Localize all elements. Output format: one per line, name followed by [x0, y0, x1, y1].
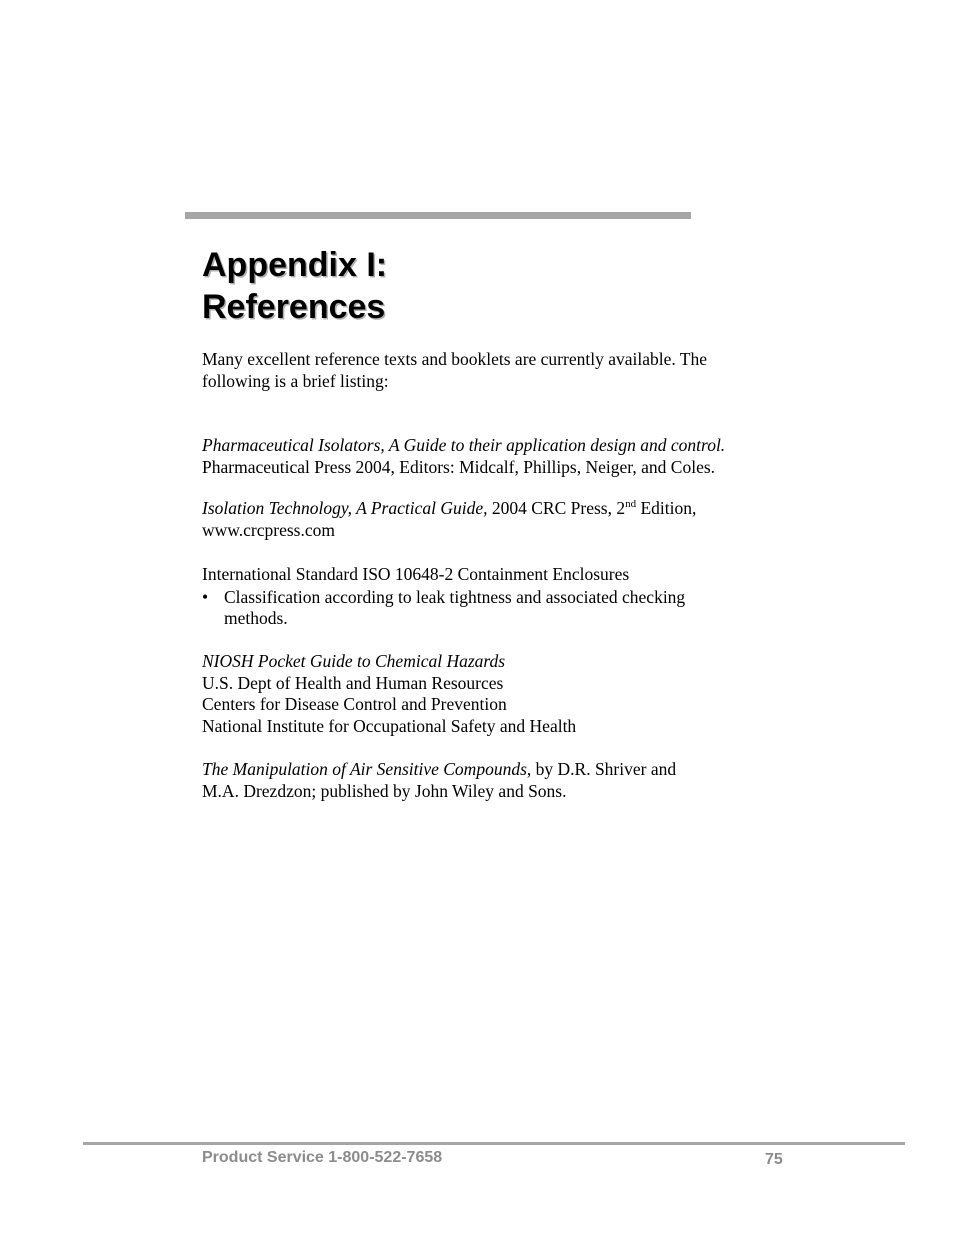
top-divider-rule [185, 212, 691, 219]
page-title [202, 244, 387, 328]
reference-4-line3: National Institute for Occupational Safety and Health [202, 715, 577, 736]
reference-5-line2: M.A. Drezdzon; published by John Wiley and Sons. [202, 780, 567, 801]
reference-entry-3 [202, 564, 782, 630]
reference-3-bullet-line2: methods. [224, 608, 288, 628]
list-item [202, 587, 724, 630]
reference-2-edition-suffix: nd [625, 498, 637, 510]
reference-2-url: www.crcpress.com [202, 519, 335, 540]
bullet-icon: • [202, 586, 209, 607]
footer-divider-rule [83, 1142, 905, 1145]
footer-product-service: Product Service 1-800-522-7658 [202, 1149, 443, 1166]
reference-5-authors: , by D.R. Shriver and [526, 759, 677, 779]
reference-4-line2: Centers for Disease Control and Prevention [202, 694, 507, 714]
intro-line2: following is a brief listing: [202, 370, 389, 391]
page-number: 75 [765, 1151, 783, 1168]
reference-entry-4 [202, 651, 782, 737]
reference-3-bullet-list [202, 587, 782, 630]
reference-entry-2 [202, 498, 782, 541]
intro-paragraph [202, 349, 782, 392]
reference-1-title: Pharmaceutical Isolators, A Guide to their application design and control. [202, 435, 726, 455]
page-title-line1: Appendix I: [202, 246, 388, 284]
reference-3-title: International Standard ISO 10648-2 Containment Enclosures [202, 564, 630, 584]
reference-entry-5 [202, 759, 782, 802]
reference-2-details: 2004 CRC Press, 2 [487, 498, 626, 518]
reference-5-title: The Manipulation of Air Sensitive Compounds [202, 759, 527, 779]
reference-5-line1 [202, 759, 782, 781]
reference-4-title: NIOSH Pocket Guide to Chemical Hazards [202, 651, 506, 671]
page-title-line2: References [202, 288, 386, 326]
reference-entry-1 [202, 435, 782, 478]
reference-2-edition: Edition, [636, 498, 697, 518]
reference-3-bullet-line1: Classification according to leak tightness and associated checking [224, 586, 686, 607]
reference-4-line1: U.S. Dept of Health and Human Resources [202, 672, 504, 693]
intro-line1: Many excellent reference texts and booklets are currently available. The [202, 349, 707, 369]
reference-2-line1 [202, 498, 782, 520]
reference-1-details: Pharmaceutical Press 2004, Editors: Midcalf, Phillips, Neiger, and Coles. [202, 456, 716, 477]
reference-2-title: Isolation Technology, A Practical Guide, [202, 498, 488, 518]
